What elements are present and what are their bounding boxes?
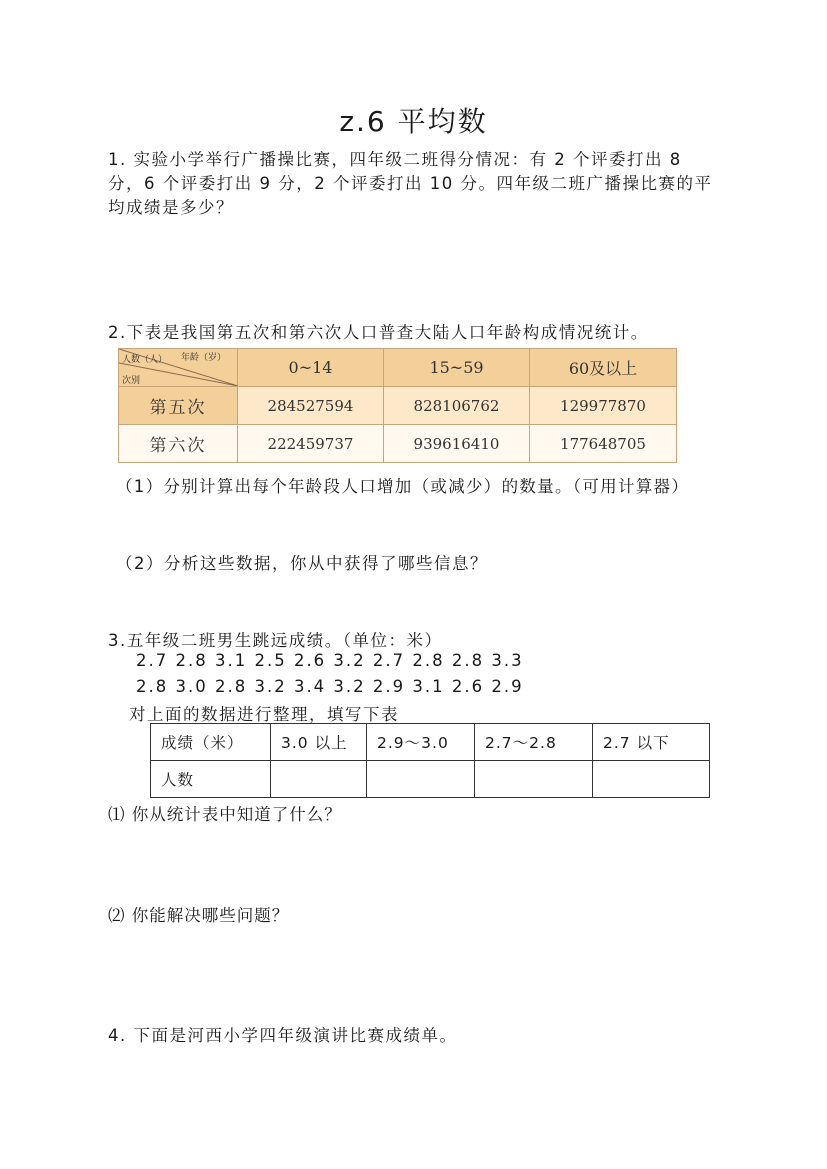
table-row: [119, 387, 677, 425]
q3-sub-question-2: ⑵ 你能解决哪些问题？: [108, 906, 290, 925]
column-header: 2.7～2.8: [475, 724, 593, 761]
answer-cell[interactable]: [271, 761, 367, 798]
table-row: [151, 761, 710, 798]
row-header: 第六次: [119, 425, 238, 463]
table-cell: 284527594: [238, 387, 384, 425]
column-header: 15~59: [384, 349, 530, 387]
q4-intro: 4. 下面是河西小学四年级演讲比赛成绩单。: [108, 1026, 458, 1045]
population-table: [118, 348, 677, 463]
table-corner-cell: [119, 349, 238, 387]
q2-sub-question-2: （2）分析这些数据，你从中获得了哪些信息？: [116, 554, 488, 573]
q1-line-1: 1. 实验小学举行广播操比赛，四年级二班得分情况：有 2 个评委打出 8: [108, 150, 682, 169]
table-cell: 177648705: [530, 425, 677, 463]
column-header: 2.7 以下: [593, 724, 710, 761]
q3-intro: 3.五年级二班男生跳远成绩。（单位：米）: [108, 631, 443, 650]
q3-instruction: 对上面的数据进行整理，填写下表: [129, 705, 399, 724]
answer-cell[interactable]: [367, 761, 475, 798]
corner-label-census: 次别: [122, 376, 141, 386]
column-header: 60及以上: [530, 349, 677, 387]
column-header: 3.0 以上: [271, 724, 367, 761]
q3-data-line-1: 2.7 2.8 3.1 2.5 2.6 3.2 2.7 2.8 2.8 3.3: [136, 651, 524, 670]
q3-sub-question-1: ⑴ 你从统计表中知道了什么？: [108, 805, 342, 824]
page-title: z.6 平均数: [339, 105, 488, 138]
answer-cell[interactable]: [593, 761, 710, 798]
q1-line-3: 均成绩是多少？: [108, 198, 234, 217]
corner-label-people: 人数（人）: [122, 355, 168, 365]
table-row: [151, 724, 710, 761]
table-row: [119, 425, 677, 463]
table-cell: 939616410: [384, 425, 530, 463]
q3-data-line-2: 2.8 3.0 2.8 3.2 3.4 3.2 2.9 3.1 2.6 2.9: [136, 677, 524, 696]
q1-line-2: 分，6 个评委打出 9 分，2 个评委打出 10 分。四年级二班广播操比赛的平: [108, 174, 713, 193]
column-header: 2.9～3.0: [367, 724, 475, 761]
column-header: 0~14: [238, 349, 384, 387]
corner-label-age: 年龄（岁）: [181, 353, 227, 363]
jump-score-table: [150, 723, 710, 798]
table-cell: 129977870: [530, 387, 677, 425]
q2-intro: 2.下表是我国第五次和第六次人口普查大陆人口年龄构成情况统计。: [108, 323, 649, 342]
q2-sub-question-1: （1）分别计算出每个年龄段人口增加（或减少）的数量。（可用计算器）: [116, 477, 690, 496]
column-header: 成绩（米）: [151, 724, 271, 761]
table-cell: 222459737: [238, 425, 384, 463]
row-header: 人数: [151, 761, 271, 798]
answer-cell[interactable]: [475, 761, 593, 798]
row-header: 第五次: [119, 387, 238, 425]
table-cell: 828106762: [384, 387, 530, 425]
